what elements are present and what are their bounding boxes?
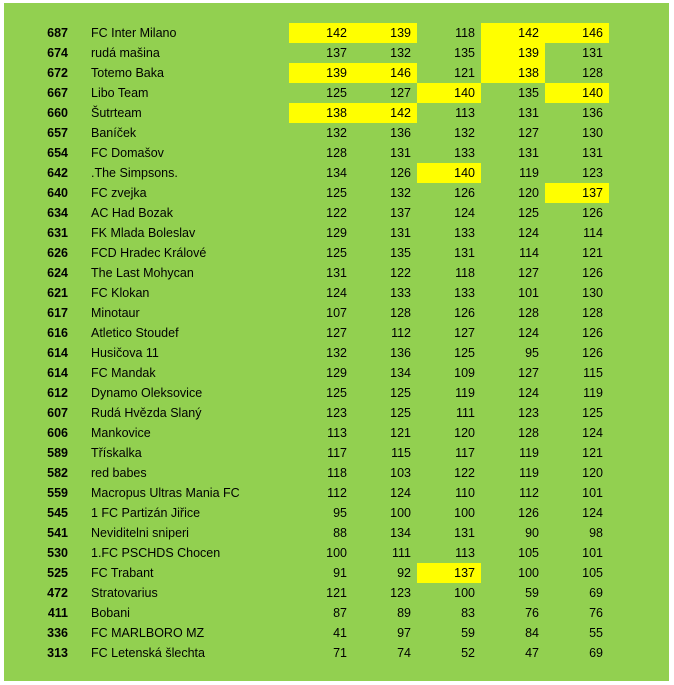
team-points: 617	[47, 306, 68, 320]
round-score: 120	[454, 426, 475, 440]
round-score: 88	[333, 526, 347, 540]
round-score: 146	[353, 63, 417, 83]
round-score: 137	[390, 206, 411, 220]
round-score: 131	[582, 46, 603, 60]
round-score: 95	[333, 506, 347, 520]
team-name: Mankovice	[91, 426, 151, 440]
round-score: 135	[518, 86, 539, 100]
round-score: 123	[518, 406, 539, 420]
team-points: 626	[47, 246, 68, 260]
table-row	[4, 363, 669, 383]
round-score: 76	[589, 606, 603, 620]
round-score: 100	[390, 506, 411, 520]
table-row	[4, 523, 669, 543]
team-name: Totemo Baka	[91, 66, 164, 80]
round-score: 121	[454, 66, 475, 80]
round-score: 126	[582, 326, 603, 340]
round-score: 136	[582, 106, 603, 120]
round-score: 128	[390, 306, 411, 320]
table-row	[4, 63, 669, 83]
round-score: 128	[582, 66, 603, 80]
round-score: 127	[518, 126, 539, 140]
team-name: Třískalka	[91, 446, 142, 460]
round-score: 41	[333, 626, 347, 640]
team-points: 640	[47, 186, 68, 200]
table-row	[4, 223, 669, 243]
round-score: 124	[518, 326, 539, 340]
team-points: 313	[47, 646, 68, 660]
team-name: Minotaur	[91, 306, 140, 320]
table-row	[4, 563, 669, 583]
team-points: 472	[47, 586, 68, 600]
table-row	[4, 503, 669, 523]
team-name: Šutrteam	[91, 106, 142, 120]
round-score: 126	[518, 506, 539, 520]
round-score: 59	[461, 626, 475, 640]
round-score: 98	[589, 526, 603, 540]
round-score: 120	[518, 186, 539, 200]
standings-table	[4, 3, 669, 681]
team-name: Atletico Stoudef	[91, 326, 179, 340]
round-score: 134	[326, 166, 347, 180]
team-points: 687	[47, 26, 68, 40]
team-points: 545	[47, 506, 68, 520]
round-score: 122	[326, 206, 347, 220]
table-row	[4, 423, 669, 443]
team-name: Stratovarius	[91, 586, 158, 600]
round-score: 131	[326, 266, 347, 280]
round-score: 52	[461, 646, 475, 660]
table-row	[4, 83, 669, 103]
team-name: Macropus Ultras Mania FC	[91, 486, 240, 500]
table-row	[4, 323, 669, 343]
team-name: Libo Team	[91, 86, 149, 100]
round-score: 111	[391, 546, 411, 560]
round-score: 101	[518, 286, 539, 300]
team-points: 614	[47, 366, 68, 380]
round-score: 138	[289, 103, 353, 123]
round-score: 112	[519, 486, 539, 500]
round-score: 110	[455, 486, 475, 500]
team-points: 541	[47, 526, 68, 540]
round-score: 124	[390, 486, 411, 500]
round-score: 74	[397, 646, 411, 660]
table-row	[4, 383, 669, 403]
round-score: 146	[545, 23, 609, 43]
table-row	[4, 183, 669, 203]
round-score: 95	[525, 346, 539, 360]
round-score: 100	[454, 586, 475, 600]
team-name: 1.FC PSCHDS Chocen	[91, 546, 221, 560]
team-points: 589	[47, 446, 68, 460]
round-score: 125	[454, 346, 475, 360]
table-row	[4, 603, 669, 623]
round-score: 124	[454, 206, 475, 220]
round-score: 100	[518, 566, 539, 580]
round-score: 134	[390, 526, 411, 540]
round-score: 127	[326, 326, 347, 340]
round-score: 114	[519, 246, 539, 260]
round-score: 128	[518, 426, 539, 440]
team-name: FC Letenská šlechta	[91, 646, 205, 660]
round-score: 112	[327, 486, 347, 500]
round-score: 105	[582, 566, 603, 580]
round-score: 97	[397, 626, 411, 640]
round-score: 112	[391, 326, 411, 340]
team-name: Dynamo Oleksovice	[91, 386, 203, 400]
team-name: rudá mašina	[91, 46, 160, 60]
table-row	[4, 103, 669, 123]
round-score: 113	[327, 426, 347, 440]
table-row	[4, 463, 669, 483]
round-score: 133	[454, 226, 475, 240]
round-score: 131	[454, 246, 475, 260]
round-score: 128	[582, 306, 603, 320]
round-score: 120	[582, 466, 603, 480]
round-score: 59	[525, 586, 539, 600]
round-score: 139	[481, 43, 545, 63]
team-name: .The Simpsons.	[91, 166, 178, 180]
round-score: 139	[353, 23, 417, 43]
round-score: 47	[525, 646, 539, 660]
round-score: 119	[583, 386, 603, 400]
round-score: 136	[390, 346, 411, 360]
round-score: 133	[390, 286, 411, 300]
round-score: 127	[390, 86, 411, 100]
team-points: 660	[47, 106, 68, 120]
round-score: 117	[455, 446, 475, 460]
table-row	[4, 143, 669, 163]
round-score: 126	[454, 186, 475, 200]
table-row	[4, 263, 669, 283]
round-score: 132	[390, 46, 411, 60]
team-points: 672	[47, 66, 68, 80]
round-score: 129	[326, 366, 347, 380]
team-name: Neviditelni sniperi	[91, 526, 189, 540]
team-points: 559	[47, 486, 68, 500]
team-name: 1 FC Partizán Jiřice	[91, 506, 201, 520]
round-score: 119	[519, 166, 539, 180]
table-row	[4, 23, 669, 43]
table-row	[4, 443, 669, 463]
round-score: 125	[390, 386, 411, 400]
round-score: 121	[582, 246, 603, 260]
table-row	[4, 403, 669, 423]
team-points: 634	[47, 206, 68, 220]
round-score: 131	[582, 146, 603, 160]
team-name: FK Mlada Boleslav	[91, 226, 196, 240]
round-score: 128	[326, 146, 347, 160]
round-score: 100	[326, 546, 347, 560]
round-score: 107	[326, 306, 347, 320]
team-points: 614	[47, 346, 68, 360]
table-row	[4, 483, 669, 503]
round-score: 125	[326, 86, 347, 100]
round-score: 101	[582, 546, 603, 560]
team-points: 336	[47, 626, 68, 640]
round-score: 125	[326, 386, 347, 400]
round-score: 113	[455, 546, 475, 560]
round-score: 130	[582, 126, 603, 140]
round-score: 126	[582, 346, 603, 360]
round-score: 124	[326, 286, 347, 300]
team-name: FC Domašov	[91, 146, 164, 160]
round-score: 87	[333, 606, 347, 620]
round-score: 132	[454, 126, 475, 140]
round-score: 126	[582, 266, 603, 280]
team-points: 525	[47, 566, 68, 580]
round-score: 90	[525, 526, 539, 540]
round-score: 142	[481, 23, 545, 43]
round-score: 69	[589, 646, 603, 660]
team-name: FC Trabant	[91, 566, 154, 580]
round-score: 140	[545, 83, 609, 103]
table-row	[4, 583, 669, 603]
team-name: The Last Mohycan	[91, 266, 194, 280]
round-score: 138	[481, 63, 545, 83]
team-points: 642	[47, 166, 68, 180]
table-row	[4, 43, 669, 63]
round-score: 140	[417, 163, 481, 183]
team-points: 530	[47, 546, 68, 560]
round-score: 121	[390, 426, 411, 440]
round-score: 115	[391, 446, 411, 460]
table-row	[4, 303, 669, 323]
team-name: Baníček	[91, 126, 137, 140]
round-score: 115	[583, 366, 603, 380]
team-name: Husičova 11	[91, 346, 159, 360]
table-row	[4, 123, 669, 143]
round-score: 139	[289, 63, 353, 83]
round-score: 131	[390, 146, 411, 160]
round-score: 123	[390, 586, 411, 600]
round-score: 125	[518, 206, 539, 220]
team-name: FC Inter Milano	[91, 26, 177, 40]
table-row	[4, 343, 669, 363]
round-score: 113	[455, 106, 475, 120]
round-score: 121	[326, 586, 347, 600]
round-score: 109	[454, 366, 475, 380]
round-score: 132	[326, 346, 347, 360]
round-score: 76	[525, 606, 539, 620]
round-score: 119	[455, 386, 475, 400]
round-score: 118	[455, 266, 475, 280]
round-score: 125	[326, 186, 347, 200]
round-score: 123	[582, 166, 603, 180]
round-score: 124	[582, 506, 603, 520]
round-score: 142	[289, 23, 353, 43]
round-score: 92	[397, 566, 411, 580]
table-row	[4, 543, 669, 563]
round-score: 118	[327, 466, 347, 480]
round-score: 89	[397, 606, 411, 620]
round-score: 126	[454, 306, 475, 320]
team-name: FC Mandak	[91, 366, 156, 380]
team-name: AC Had Bozak	[91, 206, 173, 220]
table-row	[4, 203, 669, 223]
round-score: 114	[583, 226, 603, 240]
team-points: 582	[47, 466, 68, 480]
team-points: 606	[47, 426, 68, 440]
round-score: 117	[327, 446, 347, 460]
table-row	[4, 163, 669, 183]
round-score: 131	[518, 106, 539, 120]
round-score: 118	[455, 26, 475, 40]
round-score: 137	[326, 46, 347, 60]
round-score: 100	[454, 506, 475, 520]
round-score: 142	[353, 103, 417, 123]
round-score: 140	[417, 83, 481, 103]
round-score: 127	[454, 326, 475, 340]
team-points: 411	[47, 606, 68, 620]
round-score: 136	[390, 126, 411, 140]
round-score: 55	[589, 626, 603, 640]
round-score: 124	[582, 426, 603, 440]
team-points: 621	[47, 286, 68, 300]
round-score: 127	[518, 266, 539, 280]
round-score: 130	[582, 286, 603, 300]
round-score: 83	[461, 606, 475, 620]
team-points: 612	[47, 386, 68, 400]
round-score: 131	[454, 526, 475, 540]
team-points: 667	[47, 86, 68, 100]
round-score: 133	[454, 146, 475, 160]
team-name: FC zvejka	[91, 186, 147, 200]
table-row	[4, 623, 669, 643]
team-name: Bobani	[91, 606, 130, 620]
round-score: 121	[582, 446, 603, 460]
round-score: 131	[518, 146, 539, 160]
round-score: 124	[518, 226, 539, 240]
team-name: FCD Hradec Králové	[91, 246, 207, 260]
round-score: 127	[518, 366, 539, 380]
round-score: 105	[518, 546, 539, 560]
round-score: 91	[333, 566, 347, 580]
round-score: 124	[518, 386, 539, 400]
team-points: 654	[47, 146, 68, 160]
team-points: 657	[47, 126, 68, 140]
round-score: 119	[519, 466, 539, 480]
round-score: 69	[589, 586, 603, 600]
round-score: 126	[582, 206, 603, 220]
round-score: 129	[326, 226, 347, 240]
team-points: 616	[47, 326, 68, 340]
round-score: 119	[519, 446, 539, 460]
table-row	[4, 283, 669, 303]
round-score: 137	[545, 183, 609, 203]
round-score: 128	[518, 306, 539, 320]
round-score: 125	[326, 246, 347, 260]
round-score: 122	[454, 466, 475, 480]
round-score: 135	[454, 46, 475, 60]
round-score: 134	[390, 366, 411, 380]
round-score: 132	[390, 186, 411, 200]
team-name: FC Klokan	[91, 286, 150, 300]
round-score: 111	[455, 406, 475, 420]
team-name: FC MARLBORO MZ	[91, 626, 205, 640]
round-score: 84	[525, 626, 539, 640]
team-points: 674	[47, 46, 68, 60]
round-score: 135	[390, 246, 411, 260]
table-row	[4, 243, 669, 263]
team-name: Rudá Hvězda Slaný	[91, 406, 202, 420]
table-body	[4, 23, 669, 663]
team-name: red babes	[91, 466, 147, 480]
team-points: 631	[47, 226, 68, 240]
table-row	[4, 643, 669, 663]
team-points: 607	[47, 406, 68, 420]
round-score: 103	[390, 466, 411, 480]
team-points: 624	[47, 266, 68, 280]
round-score: 126	[390, 166, 411, 180]
round-score: 122	[390, 266, 411, 280]
round-score: 137	[417, 563, 481, 583]
round-score: 125	[390, 406, 411, 420]
round-score: 125	[582, 406, 603, 420]
round-score: 123	[326, 406, 347, 420]
round-score: 101	[582, 486, 603, 500]
round-score: 71	[333, 646, 347, 660]
round-score: 133	[454, 286, 475, 300]
round-score: 132	[326, 126, 347, 140]
round-score: 131	[390, 226, 411, 240]
